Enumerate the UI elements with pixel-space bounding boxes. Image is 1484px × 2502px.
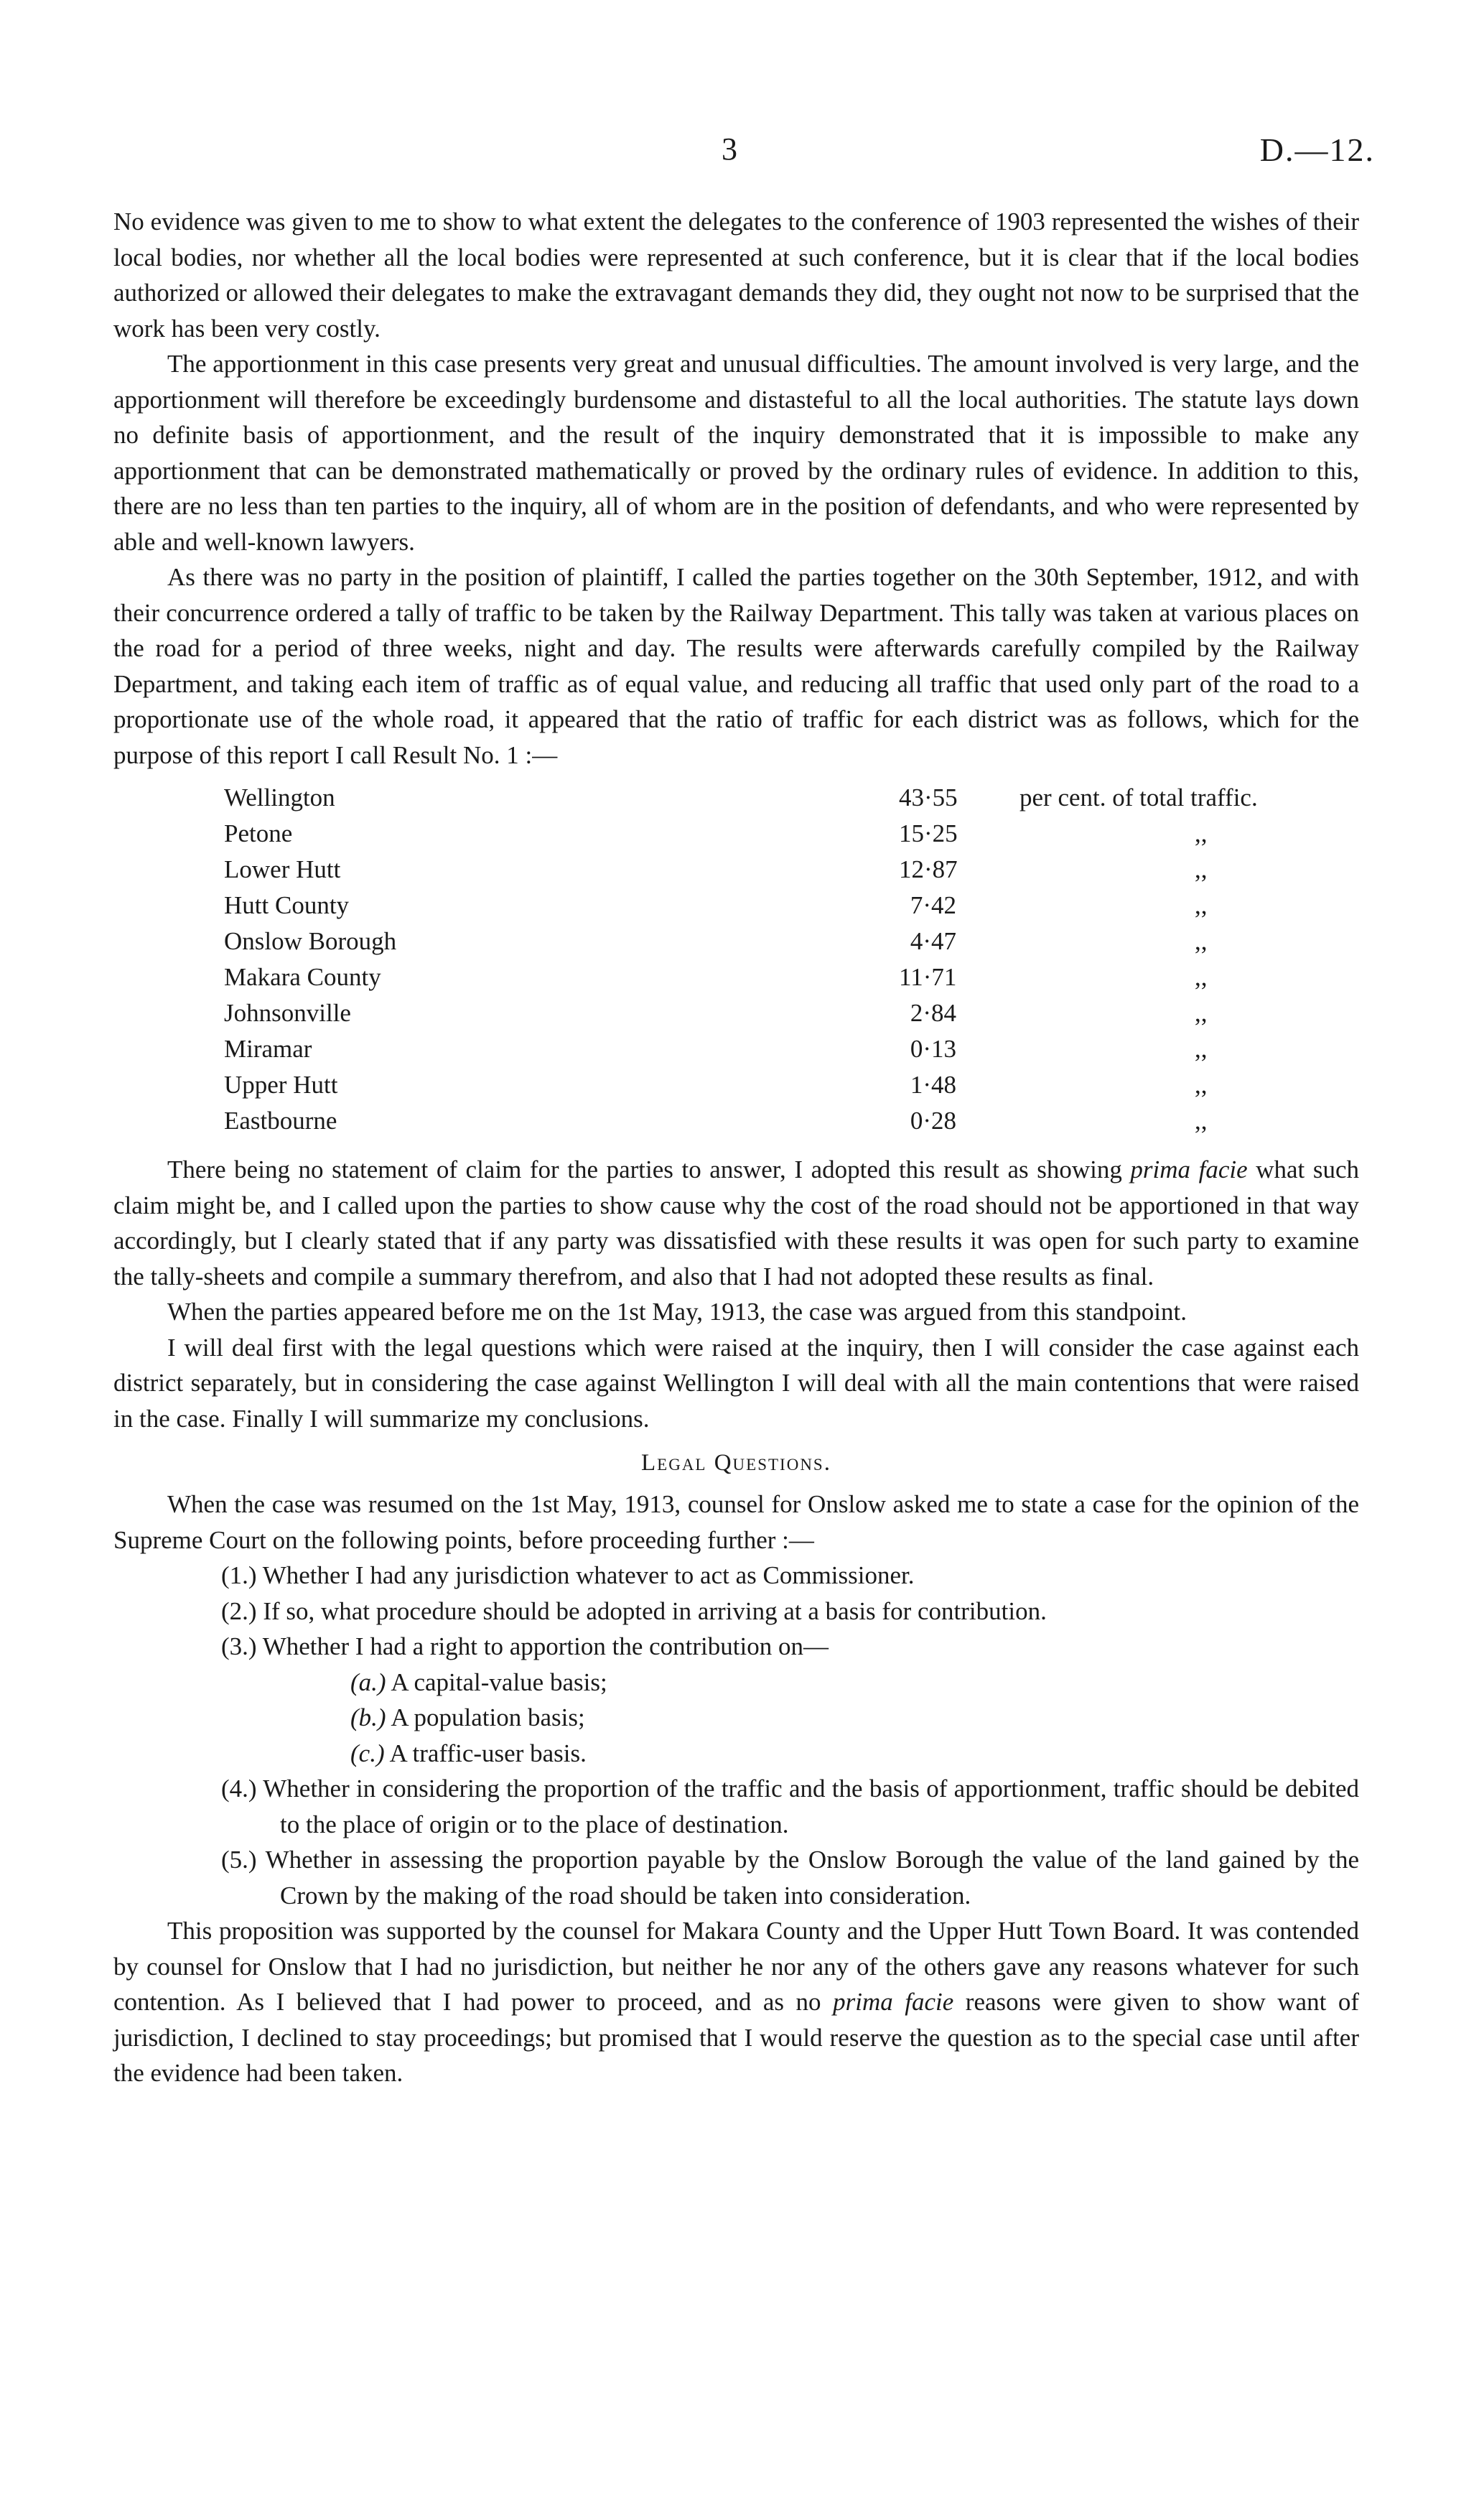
list-item — [113, 1629, 1359, 1665]
paragraph-parties-appeared: When the parties appeared before me on the 1st May, 1913, the case was argued from this standpoint. — [167, 1298, 1187, 1326]
sub-item-label: (b.) — [350, 1703, 386, 1731]
table-row — [224, 888, 1359, 924]
unit-label: per cent. of total traffic. — [1019, 783, 1258, 811]
paragraph-apportionment: The apportionment in this case presents very great and unusual difficulties. The amount involved is very large, and the apportionment will therefore be exceedingly burdensome and distasteful to all the local authorities. The statute lays down no definite basis of apportionment, and the result of the inquiry demonstrated that it is impossible to make any apportionment that can be demonstrated mathematically or proved by the ordinary rules of evidence. In addition to this, there are no less than ten parties to the inquiry, all of whom are in the position of defendants, and who were represented by able and well-known lawyers. — [113, 350, 1359, 556]
district-name: Makara County — [224, 963, 381, 991]
item-text: Whether in assessing the proportion payable by the Onslow Borough the value of the land gained by the Crown by the making of the road should be taken into consideration. — [265, 1846, 1359, 1910]
sub-list-item — [113, 1736, 1359, 1772]
list-item — [113, 1771, 1359, 1842]
p8-text-a: This proposition was supported by the counsel for Makara County and the Upper Hutt Town Board. It was contended by counsel for Onslow that I had no jurisdiction, but neither he nor any of the others gave any reasons whatever for such contention. As I believed that I had power to proceed, and as no — [113, 1917, 1359, 2016]
sub-item-label: (a.) — [350, 1668, 386, 1696]
district-name: Onslow Borough — [224, 927, 397, 955]
ditto-mark: ,, — [1195, 1071, 1208, 1099]
p8-text-b: reasons were given to show want of jurisdiction, I declined to stay proceedings; but promised that I would reserve the question as to the special case until after the evidence had been taken. — [113, 1988, 1359, 2087]
sub-list-item — [113, 1700, 1359, 1736]
district-name: Upper Hutt — [224, 1071, 338, 1099]
district-name: Miramar — [224, 1035, 312, 1063]
traffic-percentage: 43·55 — [899, 783, 958, 811]
item-number: (1.) — [221, 1561, 257, 1589]
paragraph-statement-of-claim — [113, 1152, 1359, 1294]
item-text: If so, what procedure should be adopted in arriving at a basis for contribution. — [263, 1596, 1047, 1625]
item-text: Whether I had any jurisdiction whatever to act as Commissioner. — [262, 1561, 915, 1589]
traffic-percentage: 11·71 — [899, 963, 957, 991]
item-text: Whether I had a right to apportion the contribution on— — [262, 1632, 829, 1660]
item-text: Whether in considering the proportion of the traffic and the basis of apportionment, traffic should be debited to the place of origin or to the place of destination. — [263, 1775, 1359, 1838]
p4-italic: prima facie — [1130, 1155, 1248, 1183]
item-number: (2.) — [221, 1596, 257, 1625]
item-number: (5.) — [221, 1846, 257, 1874]
traffic-percentage: 2·84 — [910, 999, 956, 1027]
sub-item-label: (c.) — [350, 1739, 385, 1767]
ditto-mark: ,, — [1195, 891, 1208, 919]
traffic-percentage: 15·25 — [899, 819, 958, 847]
paragraph-proposition — [113, 1913, 1359, 2091]
list-item — [113, 1594, 1359, 1629]
ditto-mark: ,, — [1195, 927, 1208, 955]
ditto-mark: ,, — [1195, 819, 1208, 847]
traffic-percentage: 0·28 — [910, 1107, 956, 1135]
sub-item-text: A capital-value basis; — [391, 1668, 607, 1696]
ditto-mark: ,, — [1195, 1107, 1208, 1135]
list-item — [113, 1842, 1359, 1913]
paragraph-evidence: No evidence was given to me to show to what extent the delegates to the conference of 1903 represented the wishes of their local bodies, nor whether all the local bodies were represented at such conference, but it is clear that if the local bodies authorized or allowed their delegates to make the extravagant demands they did, they ought not now to be surprised that the work has been very costly. — [113, 208, 1359, 343]
sub-item-text: A population basis; — [391, 1703, 585, 1731]
p8-italic: prima facie — [833, 1988, 954, 2016]
table-row — [224, 959, 1359, 995]
paragraph-case-resumed: When the case was resumed on the 1st May, 1913, counsel for Onslow asked me to state a case for the opinion of the Supreme Court on the following points, before proceeding further :— — [113, 1490, 1359, 1554]
ditto-mark: ,, — [1195, 855, 1208, 883]
paragraph-tally: As there was no party in the position of plaintiff, I called the parties together on the 30th September, 1912, and with their concurrence ordered a tally of traffic to be taken by the Railway Department. This tally was taken at various places on the road for a period of three weeks, night and day. The results were afterwards carefully compiled by the Railway Department, and taking each item of traffic as of equal value, and reducing all traffic that used only part of the road to a proportionate use of the whole road, it appeared that the ratio of traffic for each district was as follows, which for the purpose of this report I call Result No. 1 :— — [113, 563, 1359, 769]
item-number: (3.) — [221, 1632, 257, 1660]
table-row — [224, 1031, 1359, 1067]
traffic-percentage: 7·42 — [910, 891, 956, 919]
table-row — [224, 995, 1359, 1031]
sub-item-text: A traffic-user basis. — [389, 1739, 587, 1767]
sub-list-item — [113, 1665, 1359, 1701]
district-name: Johnsonville — [224, 999, 351, 1027]
table-row — [224, 780, 1359, 816]
page-header — [0, 131, 1484, 174]
table-row — [224, 1103, 1359, 1139]
p4-text-a: There being no statement of claim for the parties to answer, I adopted this result as showing — [167, 1155, 1131, 1183]
p4-text-b: what such claim might be, and I called upon the parties to show cause why the cost of the road should not be apportioned in that way accordingly, but I clearly stated that if any party was dissatisfied with these results it was open for such party to examine the tally-sheets and compile a summary therefrom, and also that I had not adopted these results as final. — [113, 1155, 1359, 1290]
section-heading-legal-questions: Legal Questions. — [641, 1450, 831, 1476]
page-number: 3 — [722, 131, 737, 167]
points-list — [113, 1558, 1359, 1913]
list-item — [113, 1558, 1359, 1594]
traffic-percentage: 1·48 — [910, 1071, 956, 1099]
ditto-mark: ,, — [1195, 1035, 1208, 1063]
document-reference: D.—12. — [1259, 131, 1375, 168]
traffic-percentage: 4·47 — [910, 927, 956, 955]
page-body — [113, 204, 1359, 2091]
ditto-mark: ,, — [1195, 999, 1208, 1027]
district-name: Hutt County — [224, 891, 350, 919]
table-row — [224, 816, 1359, 852]
traffic-percentage: 0·13 — [910, 1035, 956, 1063]
district-name: Petone — [224, 819, 293, 847]
table-row — [224, 1067, 1359, 1103]
table-row — [224, 852, 1359, 888]
district-name: Wellington — [224, 783, 335, 811]
district-name: Eastbourne — [224, 1107, 337, 1135]
district-name: Lower Hutt — [224, 855, 341, 883]
traffic-table — [113, 780, 1359, 1139]
item-number: (4.) — [221, 1775, 257, 1803]
ditto-mark: ,, — [1195, 963, 1208, 991]
table-row — [224, 924, 1359, 959]
traffic-percentage: 12·87 — [899, 855, 958, 883]
paragraph-deal-first: I will deal first with the legal questions which were raised at the inquiry, then I will consider the case against each district separately, but in considering the case against Wellington I will deal with all the main contentions that were raised in the case. Finally I will summarize my conclusions. — [113, 1333, 1359, 1433]
